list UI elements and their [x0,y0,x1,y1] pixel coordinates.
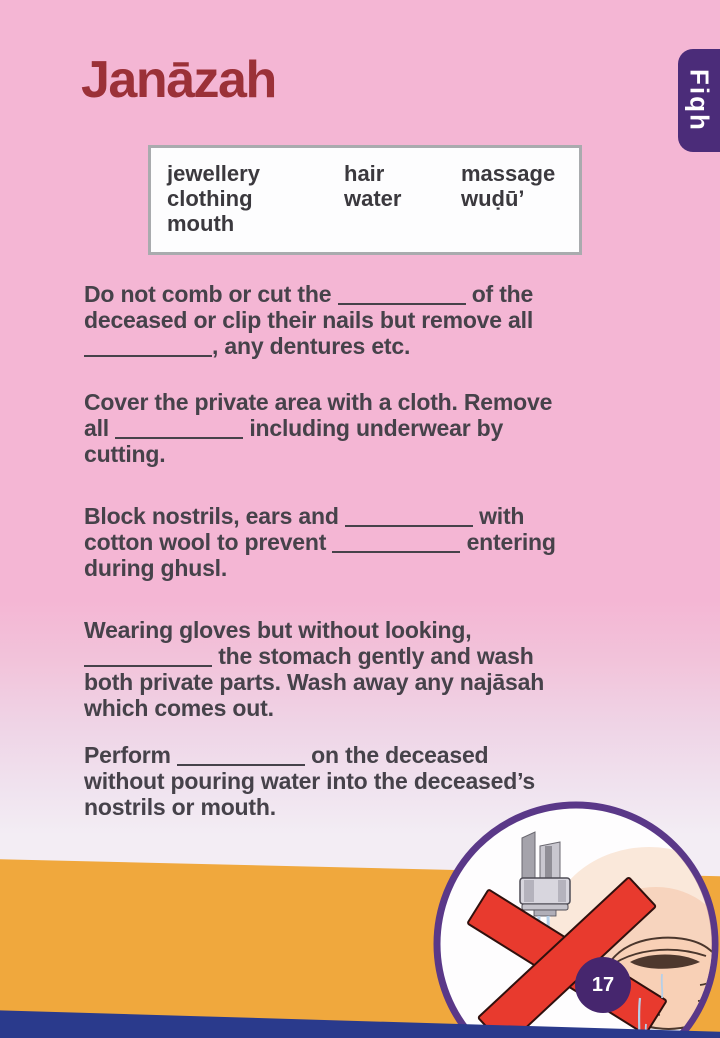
paragraph-line [84,389,664,415]
page-number: 17 [591,973,615,996]
paragraph-line [84,441,664,467]
paragraph-text: both private parts. Wash away any najāsah [84,669,545,695]
section-tab-fiqh [678,49,720,152]
paragraph [84,742,664,820]
word-bank-word: hair [344,161,385,186]
word-bank-column [344,161,401,211]
exercise-paragraphs [84,281,664,820]
paragraph [84,389,664,467]
paragraph-line [84,529,664,555]
word-bank-column [461,161,555,211]
word-bank-word: water [344,186,402,211]
page-number-badge [575,957,631,1013]
paragraph-text: entering [460,529,556,555]
blank-line [177,750,305,766]
paragraph-line [84,281,664,307]
paragraph-line [84,555,664,581]
paragraph-text: , any dentures etc. [212,333,411,359]
paragraph-text: Wearing gloves but without looking, [84,617,472,643]
paragraph-line [84,333,664,359]
paragraph-text: which comes out. [84,695,274,721]
paragraph-line [84,617,664,643]
paragraph-text: the stomach gently and wash [212,643,534,669]
paragraph [84,281,664,359]
paragraph-text: nostrils or mouth. [84,794,276,820]
word-bank-column [167,161,260,236]
word-bank-word: jewellery [167,161,260,186]
paragraph-line [84,415,664,441]
paragraph-text: cotton wool to prevent [84,529,333,555]
blank-line [345,511,473,527]
paragraph-text: deceased or clip their nails but remove all [84,307,534,333]
paragraph-text: Block nostrils, ears and [84,503,345,529]
paragraph-text: Perform [84,742,177,768]
paragraph [84,617,664,721]
paragraph-line [84,503,664,529]
paragraph [84,503,664,581]
blank-line [84,651,212,667]
word-bank-word: wuḍū’ [461,186,525,211]
paragraph-text: during ghusl. [84,555,228,581]
paragraph-line [84,669,664,695]
blank-line [84,341,212,357]
paragraph-line [84,643,664,669]
paragraph-text: without pouring water into the deceased’s [84,768,535,794]
paragraph-text: Cover the private area with a cloth. Remove [84,389,553,415]
paragraph-text: with [472,503,525,529]
blank-line [338,289,466,305]
paragraph-line [84,742,664,768]
paragraph-text: Do not comb or cut the [84,281,338,307]
blank-line [115,423,243,439]
word-bank-word: mouth [167,211,235,236]
section-tab-label: Fiqh [684,69,715,132]
paragraph-text: on the deceased [304,742,489,768]
blank-line [332,537,460,553]
paragraph-line [84,695,664,721]
paragraph-line [84,768,664,794]
page-title: Janāzah [81,51,276,109]
paragraph-line [84,307,664,333]
paragraph-text: including underwear by [243,415,504,441]
word-bank-word: massage [461,161,556,186]
paragraph-text: cutting. [84,441,166,467]
paragraph-text: of the [465,281,534,307]
paragraph-line [84,794,664,820]
paragraph-text: all [84,415,116,441]
word-bank-word: clothing [167,186,253,211]
no-pouring-illustration [424,792,720,1038]
word-bank [148,145,582,255]
